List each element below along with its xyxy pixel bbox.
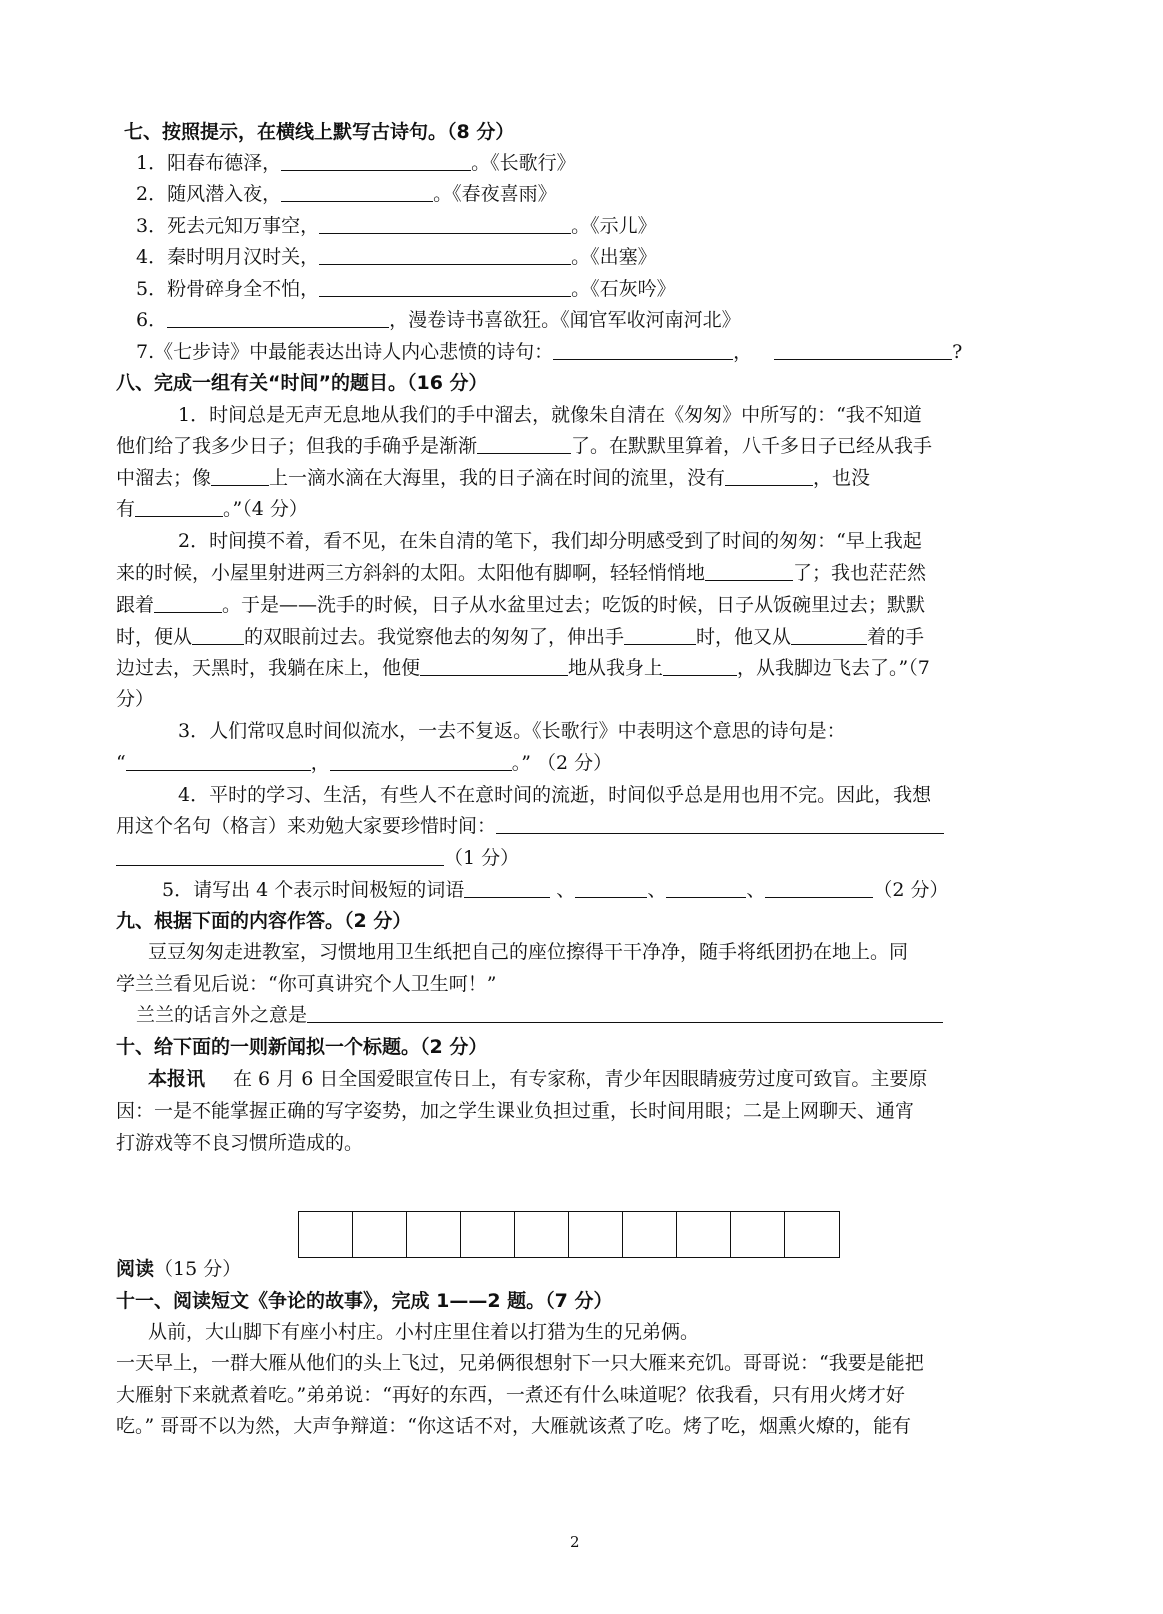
answer-blank[interactable] <box>725 467 813 486</box>
answer-blank[interactable] <box>135 498 223 517</box>
headline-answer-grid <box>298 1211 840 1258</box>
section-9-title: 九、根据下面的内容作答。（2 分） <box>116 910 412 932</box>
answer-box[interactable] <box>407 1212 461 1257</box>
q7-3: 3．死去元知万事空， 。《示儿》 <box>136 215 657 237</box>
answer-blank[interactable] <box>192 626 244 645</box>
paragraph-line: 一天早上，一群大雁从他们的头上飞过，兄弟俩很想射下一只大雁来充饥。哥哥说：“我要是能把 <box>116 1352 924 1374</box>
paragraph-line: 学兰兰看见后说：“你可真讲究个人卫生呵！” <box>116 973 497 995</box>
q7-1: 1．阳春布德泽， 。《长歌行》 <box>136 152 576 174</box>
answer-blank[interactable] <box>319 215 571 234</box>
q8-1-line: 中溜去；像 上一滴水滴在大海里，我的日子滴在时间的流里，没有 ，也没 <box>116 467 871 489</box>
answer-box[interactable] <box>569 1212 623 1257</box>
q8-1-line: 有 。”（4 分） <box>116 498 308 520</box>
answer-blank[interactable] <box>464 879 550 898</box>
answer-blank[interactable] <box>705 562 793 581</box>
q7-2: 2．随风潜入夜， 。《春夜喜雨》 <box>136 183 557 205</box>
q7-6: 6． ，漫卷诗书喜欲狂。《闻官军收河南河北》 <box>136 309 741 331</box>
answer-blank[interactable] <box>167 309 389 328</box>
section-11-title: 十一、阅读短文《争论的故事》，完成 1——2 题。（7 分） <box>116 1290 613 1312</box>
answer-blank[interactable] <box>496 815 944 834</box>
q8-2-line: 2．时间摸不着，看不见，在朱自清的笔下，我们却分明感受到了时间的匆匆：“早上我起 <box>178 530 922 552</box>
answer-blank[interactable] <box>319 278 571 297</box>
answer-blank[interactable] <box>666 879 746 898</box>
q8-1-line: 他们给了我多少日子；但我的手确乎是渐渐 了。在默默里算着，八千多日子已经从我手 <box>116 435 933 457</box>
section-7-title: 七、按照提示，在横线上默写古诗句。（8 分） <box>124 121 515 143</box>
answer-blank[interactable] <box>624 626 696 645</box>
q8-2-line: 分） <box>116 688 155 710</box>
q8-2-line: 来的时候，小屋里射进两三方斜斜的太阳。太阳他有脚啊，轻轻悄悄地 了；我也茫茫然 <box>116 562 927 584</box>
answer-blank[interactable] <box>765 879 873 898</box>
section-8-title: 八、完成一组有关“时间”的题目。（16 分） <box>116 372 488 394</box>
q8-4-line: （1 分） <box>116 846 519 870</box>
answer-box[interactable] <box>515 1212 569 1257</box>
answer-box[interactable] <box>623 1212 677 1257</box>
answer-blank[interactable] <box>126 752 311 771</box>
paragraph-line: 吃。” 哥哥不以为然，大声争辩道：“你这话不对，大雁就该煮了吃。烤了吃，烟熏火燎的，能有 <box>116 1415 911 1437</box>
answer-blank[interactable] <box>553 341 733 360</box>
paragraph-line: 大雁射下来就煮着吃。”弟弟说：“再好的东西，一煮还有什么味道呢？依我看，只有用火烤才好 <box>116 1384 905 1406</box>
q9-answer: 兰兰的话言外之意是 <box>136 1003 943 1027</box>
paragraph-line: 本报讯 在 6 月 6 日全国爱眼宣传日上，有专家称，青少年因眼睛疲劳过度可致盲。主要原 <box>148 1068 928 1090</box>
answer-blank[interactable] <box>663 657 737 676</box>
paragraph-line: 打游戏等不良习惯所造成的。 <box>116 1132 364 1154</box>
q7-5: 5．粉骨碎身全不怕， 。《石灰吟》 <box>136 278 676 300</box>
q7-7: 7.《七步诗》中最能表达出诗人内心悲愤的诗句： ， ? <box>136 341 963 363</box>
paragraph-line: 因：一是不能掌握正确的写字姿势，加之学生课业负担过重，长时间用眼；二是上网聊天、通宵 <box>116 1100 915 1122</box>
answer-blank[interactable] <box>477 435 571 454</box>
answer-blank[interactable] <box>319 246 571 265</box>
paragraph-line: 豆豆匆匆走进教室，习惯地用卫生纸把自己的座位擦得干干净净，随手将纸团扔在地上。同 <box>148 941 909 963</box>
q8-4-line: 4．平时的学习、生活，有些人不在意时间的流逝，时间似乎总是用也用不完。因此，我想 <box>178 784 932 806</box>
q7-4: 4．秦时明月汉时关， 。《出塞》 <box>136 246 657 268</box>
answer-blank[interactable] <box>281 152 471 171</box>
q8-3-line: “ ， 。” （2 分） <box>116 752 613 774</box>
answer-blank[interactable] <box>211 467 269 486</box>
page-number: 2 <box>570 1533 580 1551</box>
answer-box[interactable] <box>677 1212 731 1257</box>
answer-box[interactable] <box>731 1212 785 1257</box>
answer-blank[interactable] <box>791 626 867 645</box>
answer-blank[interactable] <box>281 183 433 202</box>
q8-5: 5．请写出 4 个表示时间极短的词语 、 、 、 （2 分） <box>162 879 949 901</box>
q8-4-line: 用这个名句（格言）来劝勉大家要珍惜时间： <box>116 814 944 838</box>
reading-title: 阅读（15 分） <box>116 1258 242 1280</box>
q8-2-line: 边过去，天黑时，我躺在床上，他便 地从我身上 ，从我脚边飞去了。”（7 <box>116 657 930 679</box>
answer-box[interactable] <box>461 1212 515 1257</box>
answer-blank[interactable] <box>774 341 952 360</box>
answer-box[interactable] <box>299 1212 353 1257</box>
q8-2-line: 时，便从 的双眼前过去。我觉察他去的匆匆了，伸出手 时，他又从 着的手 <box>116 626 925 648</box>
answer-blank[interactable] <box>575 879 647 898</box>
answer-blank[interactable] <box>307 1004 943 1023</box>
paragraph-line: 从前，大山脚下有座小村庄。小村庄里住着以打猎为生的兄弟俩。 <box>148 1321 700 1343</box>
answer-box[interactable] <box>785 1212 839 1257</box>
answer-blank[interactable] <box>116 847 444 866</box>
answer-blank[interactable] <box>154 594 222 613</box>
section-10-title: 十、给下面的一则新闻拟一个标题。（2 分） <box>116 1036 488 1058</box>
answer-blank[interactable] <box>330 752 512 771</box>
q8-3-line: 3．人们常叹息时间似流水，一去不复返。《长歌行》中表明这个意思的诗句是： <box>178 720 846 742</box>
answer-box[interactable] <box>353 1212 407 1257</box>
answer-blank[interactable] <box>420 657 568 676</box>
q8-1-line: 1．时间总是无声无息地从我们的手中溜去，就像朱自清在《匆匆》中所写的：“我不知道 <box>178 404 922 426</box>
q8-2-line: 跟着 。于是——洗手的时候，日子从水盆里过去；吃饭的时候，日子从饭碗里过去；默默 <box>116 594 926 616</box>
